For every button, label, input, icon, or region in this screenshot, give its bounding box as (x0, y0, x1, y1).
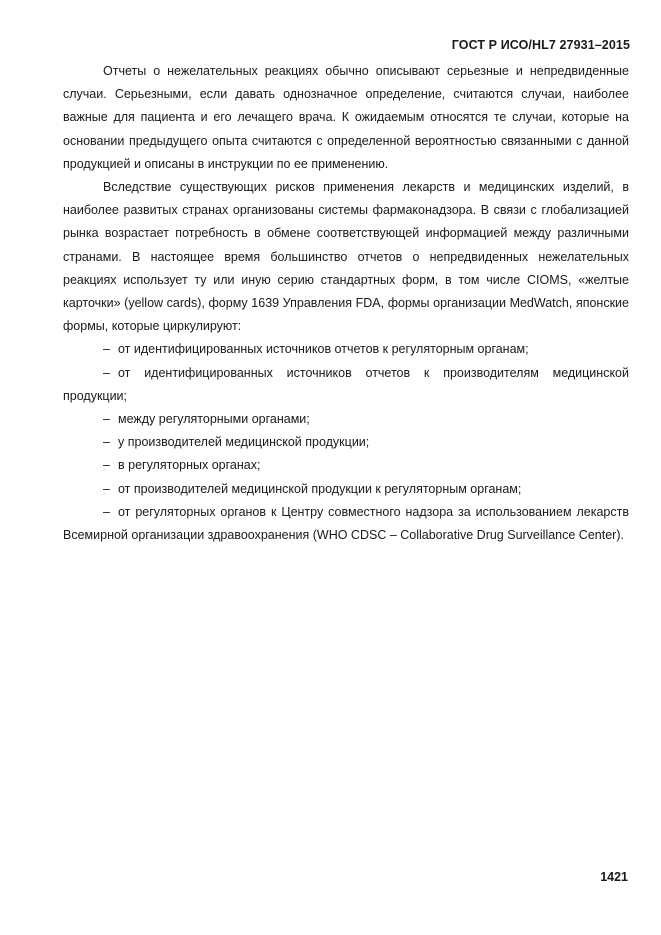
list-item (63, 454, 629, 477)
list-item-text: от производителей медицинской продукции к регуляторным органам; (118, 481, 522, 496)
list-item (63, 338, 629, 361)
circulation-list (63, 338, 629, 547)
list-item-text: между регуляторными органами; (118, 412, 310, 427)
list-item (63, 501, 629, 547)
list-item-text: у производителей медицинской продукции; (118, 435, 370, 450)
list-item-text: от идентифицированных источников отчетов к производителям медицинской продукции; (63, 365, 629, 403)
list-item-text: от регуляторных органов к Центру совместного надзора за использованием лекарств Всемирной организации здравоохранения (WHO CDSC – Collaborative Drug Surveillance Center). (63, 504, 629, 543)
document-body (63, 60, 629, 547)
paragraph-adverse-reactions: Отчеты о нежелательных реакциях обычно описывают серьезные и непредвиденные случаи. Серьезными, если давать однозначное определение, считаются случаи, наиболее важные для пациента и его лечащего врача. К ожидаемым относятся те случаи, которые на основании предыдущего опыта считаются с определенной вероятностью связанными с данной продукцией и описаны в инструкции по ее применению. (63, 64, 629, 171)
document-header-code: ГОСТ Р ИСО/HL7 27931–2015 (451, 38, 630, 52)
list-dash-marker: – (103, 504, 110, 519)
list-dash-marker: – (103, 365, 110, 380)
list-dash-marker: – (103, 481, 110, 496)
list-item-text: в регуляторных органах; (118, 458, 261, 473)
list-item (63, 431, 629, 454)
list-item-text: от идентифицированных источников отчетов к регуляторным органам; (118, 342, 529, 357)
list-dash-marker: – (103, 342, 110, 357)
list-dash-marker: – (103, 458, 110, 473)
list-item (63, 362, 629, 408)
list-dash-marker: – (103, 412, 110, 427)
list-dash-marker: – (103, 435, 110, 450)
page-number: 1421 (600, 870, 628, 884)
list-item (63, 408, 629, 431)
list-item (63, 478, 629, 501)
paragraph-pharmacovigilance: Вследствие существующих рисков применения лекарств и медицинских изделий, в наиболее развитых странах организованы системы фармаконадзора. В связи с глобализацией рынка возрастает потребность в обмене соответствующей информацией между различными странами. В настоящее время большинство отчетов о непредвиденных нежелательных реакциях использует ту или иную серию стандартных форм, в том числе CIOMS, «желтые карточки» (yellow cards), форму 1639 Управления FDA, формы организации MedWatch, японские формы, которые циркулируют: (63, 180, 629, 334)
